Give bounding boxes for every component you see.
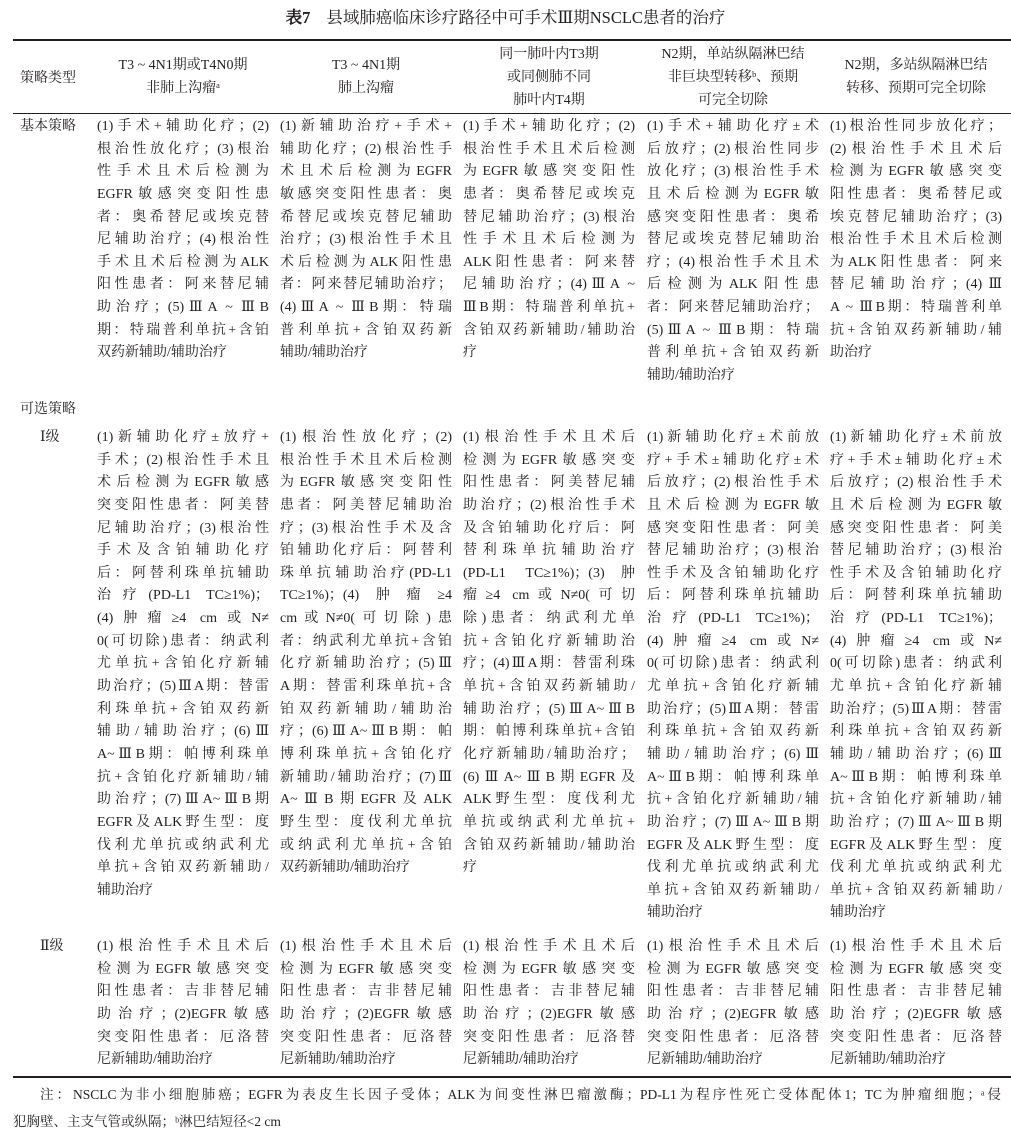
text-line: 瘤≥4 cm或N≠0(可切 — [463, 588, 635, 604]
text-line: 突变阳性患者：阿美替 — [97, 497, 269, 513]
text-line: 助治疗；(2)根治性手术 — [463, 497, 635, 513]
text-line: (4)肿瘤≥4 cm或N≠ — [830, 633, 1002, 649]
header-column-4 — [642, 41, 824, 113]
text-line: 辅助/辅助治疗；(6)Ⅲ — [647, 746, 819, 762]
text-line: N2期，多站纵隔淋巴结 — [844, 58, 988, 73]
text-line: (1)根治性放化疗；(2) — [280, 430, 452, 445]
text-line: 利珠单抗+含铂双药新 — [647, 724, 819, 740]
text-line: 尼新辅助/辅助治疗 — [463, 1052, 579, 1068]
text-line: 为EGFR敏感突变阳性 — [280, 475, 452, 491]
text-line: 阳性患者：吉非替尼辅 — [463, 984, 635, 1000]
text-line: 期：特瑞普利单抗+含铂 — [97, 322, 269, 338]
text-line: 尤单抗+含铂化疗新辅 — [647, 679, 819, 695]
text-line: 疗；(4)根治性手术且术 — [647, 254, 819, 270]
text-line: (1)根治性手术且术后 — [280, 939, 452, 954]
text-line: 且术后检测为EGFR敏 — [647, 186, 819, 202]
text-line: 野生型：度伐利尤单抗 — [280, 814, 452, 830]
text-line: (1)新辅助化疗±放疗+ — [97, 430, 269, 445]
text-line: 敏感突变阳性患者：奥 — [280, 186, 452, 202]
text-line: 患者：阿美替尼辅助治 — [280, 497, 452, 513]
row-label: Ⅰ级 — [40, 430, 60, 445]
text-line: 且术后检测为EGFR敏 — [830, 497, 1002, 513]
text-line: 感突变阳性患者：阿美 — [830, 520, 1002, 536]
text-line: 单抗+含铂双药新辅助/ — [463, 679, 635, 695]
text-line: A期：替雷利珠单抗+含 — [280, 679, 452, 695]
table-cell — [463, 936, 635, 1072]
text-line: 疗 — [463, 860, 477, 876]
text-line: 检测为EGFR敏感突变 — [830, 961, 1002, 977]
text-line: 阳性患者：阿来替尼辅 — [97, 277, 269, 293]
text-line: 辅助治疗；(5)ⅢA~ⅢB — [463, 701, 635, 717]
text-line: (1)根治性手术且术后 — [463, 939, 635, 954]
text-line: 单抗+含铂双药新辅助/ — [830, 882, 1002, 898]
text-line: 铂双药新辅助/辅助治 — [280, 701, 452, 717]
text-line: A~ⅢB期：帕博利珠单 — [647, 769, 819, 785]
text-line: 伐利尤单抗或纳武利尤 — [830, 860, 1002, 876]
text-line: 转移、预期可完全切除 — [846, 81, 986, 96]
text-line: 犯胸壁、主支气管或纵隔；ᵇ淋巴结短径<2 cm — [13, 1113, 281, 1129]
text-line: 阳性患者：阿美替尼辅 — [463, 475, 635, 491]
text-line: 含铂双药新辅助/辅助治 — [463, 837, 635, 853]
text-line: 尼新辅助/辅助治疗 — [830, 1052, 946, 1068]
text-line: 埃克替尼辅助治疗；(3) — [830, 209, 1002, 225]
table-cell — [97, 427, 269, 902]
text-line: 助治疗 — [830, 345, 872, 361]
text-line: 可完全切除 — [698, 92, 768, 108]
text-line: (1)根治性手术且术后 — [97, 939, 269, 954]
text-line: 阳性患者：奥希替尼或 — [830, 186, 1002, 202]
text-line: (1)手术+辅助化疗；(2) — [463, 119, 635, 134]
table-cell — [280, 427, 452, 880]
text-line: (1)根治性同步放化疗； — [830, 119, 1002, 134]
text-line: A~ⅢB期：帕博利珠单 — [830, 769, 1002, 785]
text-line: (1)手术+辅助化疗；(2) — [97, 119, 269, 134]
text-line: 检测为EGFR敏感突变 — [647, 961, 819, 977]
table-cell — [463, 116, 635, 365]
text-line: 助治疗；(2)EGFR敏感 — [830, 1006, 1002, 1022]
text-line: (2)根治性手术且术后 — [830, 141, 1002, 157]
text-line: (1)新辅助化疗±术前放 — [647, 430, 819, 445]
text-line: 期：帕博利珠单抗+含铂 — [463, 724, 635, 740]
text-line: 为ALK阳性患者：阿来 — [830, 254, 1002, 270]
text-line: 后：阿替利珠单抗辅助 — [830, 588, 1002, 604]
text-line: (1)新辅助治疗+手术+ — [280, 119, 452, 134]
header-column-2 — [275, 41, 457, 113]
text-line: (6)ⅢA~ⅢB期EGFR及 — [463, 769, 635, 785]
text-line: 助治疗；(2)EGFR敏感 — [463, 1006, 635, 1022]
text-line: 单抗+含铂双药新辅助/ — [647, 882, 819, 898]
text-line: 感突变阳性患者：阿美 — [647, 520, 819, 536]
text-line: EGFR敏感突变阳性患 — [97, 186, 269, 202]
text-line: 放化疗；(3)根治性手术 — [647, 164, 819, 180]
text-line: 根治性手术且术后检测 — [463, 141, 635, 157]
text-line: 或纳武利尤单抗+含铂 — [280, 837, 452, 853]
text-line: (1)根治性手术且术后 — [647, 939, 819, 954]
text-line: 抗+含铂化疗新辅助/辅 — [830, 792, 1002, 808]
row-label: 基本策略 — [20, 119, 76, 134]
text-line: 尤单抗+含铂化疗新辅 — [830, 679, 1002, 695]
text-line: 利珠单抗+含铂双药新 — [830, 724, 1002, 740]
text-line: 单抗+含铂双药新辅助/ — [97, 860, 269, 876]
text-line: 检测为EGFR敏感突变 — [280, 961, 452, 977]
table-cell — [647, 427, 819, 925]
text-line: (4)肿瘤≥4 cm或N≠ — [97, 611, 269, 627]
text-line: 根治性放化疗；(3)根治 — [97, 141, 269, 157]
text-line: 性手术及含铂辅助化疗 — [647, 565, 819, 581]
table-cell — [97, 936, 269, 1072]
text-line: 或同侧肺不同 — [507, 69, 591, 85]
table-cell — [830, 936, 1002, 1072]
text-line: EGFR及ALK野生型：度 — [97, 814, 269, 830]
text-line: TC≥1%)；(4)肿瘤≥4 — [280, 588, 452, 604]
text-line: 阳性患者：吉非替尼辅 — [280, 984, 452, 1000]
text-line: 突变阳性患者：厄洛替 — [97, 1029, 269, 1045]
text-line: 辅助/辅助治疗；(6)Ⅲ — [97, 724, 269, 740]
text-line: 普利单抗+含铂双药新 — [647, 345, 819, 361]
text-line: 辅助/辅助治疗 — [647, 368, 735, 384]
text-line: 阳性患者：吉非替尼辅 — [830, 984, 1002, 1000]
text-line: 者：阿来替尼辅助治疗； — [647, 300, 819, 316]
text-line: EGFR及ALK野生型：度 — [647, 837, 819, 853]
text-line: 单抗或纳武利尤单抗+ — [463, 814, 635, 830]
text-line: 抗+含铂化疗新辅助/辅 — [97, 769, 269, 785]
text-line: 尼新辅助/辅助治疗 — [97, 1052, 213, 1068]
text-line: 为EGFR敏感突变阳性 — [463, 164, 635, 180]
text-line: 助治疗；(2)EGFR敏感 — [280, 1006, 452, 1022]
text-line: 检测为EGFR敏感突变 — [97, 961, 269, 977]
text-line: 新辅助/辅助治疗；(7)Ⅲ — [280, 769, 452, 785]
text-line: EGFR及ALK野生型：度 — [830, 837, 1002, 853]
text-line: 检测为EGFR敏感突变 — [830, 164, 1002, 180]
text-line: 助治疗；(7)ⅢA~ⅢB期 — [97, 792, 269, 808]
table-cell — [463, 427, 635, 880]
text-line: 性手术及含铂辅助化疗 — [830, 565, 1002, 581]
text-line: 助治疗；(5)ⅢA期：替雷 — [647, 701, 819, 717]
text-line: 尤单抗+含铂化疗新辅 — [97, 656, 269, 672]
text-line: 助治疗；(7)ⅢA~ⅢB期 — [830, 814, 1002, 830]
text-line: 疗；(4)ⅢA期：替雷利珠 — [463, 656, 635, 672]
table-caption — [0, 6, 1011, 30]
text-line: (4)肿瘤≥4 cm或N≠ — [647, 633, 819, 649]
text-line: 抗+含铂双药新辅助/辅 — [830, 322, 1002, 338]
text-line: 检测为EGFR敏感突变 — [463, 961, 635, 977]
text-line: 注：NSCLC为非小细胞肺癌；EGFR为表皮生长因子受体；ALK为间变性淋巴瘤激酶；PD-L1为程序性死亡受体配体1；TC为肿瘤细胞；ᵃ侵 — [40, 1087, 1001, 1102]
text-line: 治疗(PD-L1 TC≥1%)； — [97, 588, 269, 604]
text-line: 后检测为ALK阳性患 — [647, 277, 819, 293]
text-line: 肺上沟瘤 — [338, 81, 394, 96]
text-line: 同一肺叶内T3期 — [499, 46, 599, 62]
text-line: 者：纳武利尤单抗+含铂 — [280, 633, 452, 649]
table-cell — [647, 116, 819, 388]
text-line: 手术；(2)根治性手术且 — [97, 452, 269, 468]
text-line: 后：阿替利珠单抗辅助 — [97, 565, 269, 581]
text-line: 替尼辅助治疗；(3)根治 — [463, 209, 635, 225]
text-line: 感突变阳性患者：奥希 — [647, 209, 819, 225]
text-line: A~ⅢB期：帕博利珠单 — [97, 746, 269, 762]
text-line: 后：阿替利珠单抗辅助 — [647, 588, 819, 604]
text-line: 铂辅助化疗后：阿替利 — [280, 543, 452, 559]
text-line: 抗+含铂化疗新辅助/辅 — [647, 792, 819, 808]
table-cell — [280, 116, 452, 365]
text-line: (4)ⅢA ~ ⅢB期：特瑞 — [280, 300, 452, 316]
text-line: 疗；(3)根治性手术及含 — [280, 520, 452, 536]
table-cell — [280, 936, 452, 1072]
text-line: 突变阳性患者：厄洛替 — [463, 1029, 635, 1045]
row-label: Ⅱ级 — [40, 939, 64, 954]
text-line: 治疗(PD-L1 TC≥1%)； — [647, 611, 819, 627]
text-line: 尼辅助治疗；(4)ⅢA ~ — [463, 277, 635, 293]
text-line: N2期，单站纵隔淋巴结 — [661, 46, 805, 62]
text-line: 术且术后检测为EGFR — [280, 164, 452, 180]
text-line: 尼新辅助/辅助治疗 — [647, 1052, 763, 1068]
table-cell — [830, 427, 1002, 925]
text-line: 助治疗；(2)EGFR敏感 — [647, 1006, 819, 1022]
text-line: 辅助/辅助治疗 — [280, 345, 368, 361]
text-line: A~ⅢB期EGFR及ALK — [280, 792, 452, 808]
text-line: T3 ~ 4N1期或T4N0期 — [118, 58, 248, 73]
text-line: 辅助治疗 — [647, 905, 703, 921]
text-line: 治疗(PD-L1 TC≥1%)； — [830, 611, 1002, 627]
text-line: ALK阳性患者：阿来替 — [463, 254, 635, 270]
table-cell — [830, 116, 1002, 365]
text-line: (1)根治性手术且术后 — [830, 939, 1002, 954]
table-number: 表7 — [285, 8, 311, 27]
text-line: 后放疗；(2)根治性手术 — [830, 475, 1002, 491]
text-line: 0(可切除)患者：纳武利 — [830, 656, 1002, 672]
text-line: 普利单抗+含铂双药新 — [280, 322, 452, 338]
text-line: 替尼辅助治疗；(4)Ⅲ — [830, 277, 1002, 293]
text-line: 非肺上沟瘤ᵃ — [146, 81, 220, 96]
text-line: 化疗新辅助/辅助治疗； — [463, 746, 635, 762]
text-line: 患者：奥希替尼或埃克 — [463, 186, 635, 202]
text-line: 双药新辅助/辅助治疗 — [280, 860, 410, 876]
text-line: 突变阳性患者：厄洛替 — [280, 1029, 452, 1045]
text-line: 0(可切除)患者：纳武利 — [97, 633, 269, 649]
text-line: 突变阳性患者：厄洛替 — [830, 1029, 1002, 1045]
text-line: ⅢB期：特瑞普利单抗+ — [463, 300, 635, 316]
text-line: 伐利尤单抗或纳武利尤 — [97, 837, 269, 853]
text-line: 性手术且术后检测为 — [97, 164, 269, 180]
text-line: 疗 — [463, 345, 477, 361]
text-line: (1)新辅助化疗±术前放 — [830, 430, 1002, 445]
text-line: 助治疗；(7)ⅢA~ⅢB期 — [647, 814, 819, 830]
text-line: 利珠单抗+含铂双药新 — [97, 701, 269, 717]
table-title: 县域肺癌临床诊疗路径中可手术Ⅲ期NSCLC患者的治疗 — [326, 8, 726, 27]
text-line: T3 ~ 4N1期 — [331, 58, 401, 73]
table-footnote — [13, 1082, 1001, 1135]
text-line: 替尼辅助治疗；(3)根治 — [647, 543, 819, 559]
row-label: 可选策略 — [20, 402, 76, 417]
header-rule — [13, 113, 1011, 114]
text-line: 非巨块型转移ᵇ、预期 — [667, 69, 799, 85]
text-line: 疗+手术±辅助化疗±术 — [647, 452, 819, 468]
text-line: 替尼或埃克替尼辅助治 — [647, 232, 819, 248]
text-line: 尼辅助治疗；(4)根治性 — [97, 232, 269, 248]
text-line: 后放疗；(2)根治性同步 — [647, 141, 819, 157]
text-line: 珠单抗辅助治疗(PD-L1 — [280, 565, 452, 581]
text-line: 尼辅助治疗；(3)根治性 — [97, 520, 269, 536]
text-line: (1)根治性手术且术后 — [463, 430, 635, 445]
text-line: 辅助治疗 — [830, 905, 886, 921]
text-line: 双药新辅助/辅助治疗 — [97, 345, 227, 361]
table-cell — [97, 116, 269, 365]
header-column-5 — [825, 41, 1007, 113]
text-line: 替尼辅助治疗；(3)根治 — [830, 543, 1002, 559]
text-line: 含铂双药新辅助/辅助治 — [463, 322, 635, 338]
text-line: 除)患者：纳武利尤单 — [463, 611, 635, 627]
text-line: 阳性患者：吉非替尼辅 — [647, 984, 819, 1000]
text-line: 者：阿来替尼辅助治疗； — [280, 277, 452, 293]
text-line: 肺叶内T4期 — [513, 92, 585, 108]
text-line: 术后检测为EGFR敏感 — [97, 475, 269, 491]
text-line: 且术后检测为EGFR敏 — [647, 497, 819, 513]
text-line: 博利珠单抗+含铂化疗 — [280, 746, 452, 762]
text-line: (PD-L1 TC≥1%)；(3)肿 — [463, 565, 635, 581]
text-line: 助治疗；(5)ⅢA期：替雷 — [97, 679, 269, 695]
text-line: 抗+含铂化疗新辅助治 — [463, 633, 635, 649]
text-line: 突变阳性患者：厄洛替 — [647, 1029, 819, 1045]
text-line: 0(可切除)患者：纳武利 — [647, 656, 819, 672]
header-column-1 — [92, 41, 274, 113]
text-line: 检测为EGFR敏感突变 — [463, 452, 635, 468]
text-line: 及含铂辅助化疗后：阿 — [463, 520, 635, 536]
text-line: 助治疗；(5)ⅢA期：替雷 — [830, 701, 1002, 717]
text-line: 替利珠单抗辅助治疗 — [463, 543, 635, 559]
text-line: 尼新辅助/辅助治疗 — [280, 1052, 396, 1068]
text-line: 阳性患者：吉非替尼辅 — [97, 984, 269, 1000]
header-column-3 — [458, 41, 640, 113]
text-line: (1)手术+辅助化疗±术 — [647, 119, 819, 134]
text-line: 根治性手术且术后检测 — [280, 452, 452, 468]
text-line: 术后检测为ALK阳性患 — [280, 254, 452, 270]
text-line: A ~ ⅢB期：特瑞普利单 — [830, 300, 1002, 316]
text-line: 助治疗；(5)ⅢA ~ ⅢB — [97, 300, 269, 316]
text-line: 手术及含铂辅助化疗 — [97, 543, 269, 559]
text-line: ALK野生型：度伐利尤 — [463, 792, 635, 808]
text-line: 化疗新辅助治疗；(5)Ⅲ — [280, 656, 452, 672]
text-line: 根治性手术且术后检测 — [830, 232, 1002, 248]
table-cell — [647, 936, 819, 1072]
text-line: 者：奥希替尼或埃克替 — [97, 209, 269, 225]
text-line: 辅助化疗；(2)根治性手 — [280, 141, 452, 157]
text-line: 辅助治疗 — [97, 882, 153, 898]
text-line: 助治疗；(2)EGFR敏感 — [97, 1006, 269, 1022]
text-line: 性手术且术后检测为 — [463, 232, 635, 248]
text-line: 疗+手术±辅助化疗±术 — [830, 452, 1002, 468]
text-line: 后放疗；(2)根治性手术 — [647, 475, 819, 491]
text-line: 治疗；(3)根治性手术且 — [280, 232, 452, 248]
text-line: 手术且术后检测为ALK — [97, 254, 269, 270]
bottom-rule — [13, 1076, 1011, 1078]
text-line: 伐利尤单抗或纳武利尤 — [647, 860, 819, 876]
text-line: 疗；(6)ⅢA~ⅢB期：帕 — [280, 724, 452, 740]
header-row-label: 策略类型 — [20, 71, 76, 86]
text-line: 辅助/辅助治疗；(6)Ⅲ — [830, 746, 1002, 762]
text-line: 希替尼或埃克替尼辅助 — [280, 209, 452, 225]
text-line: cm或N≠0(可切除)患 — [280, 611, 452, 627]
text-line: (5)ⅢA ~ ⅢB期：特瑞 — [647, 322, 819, 338]
